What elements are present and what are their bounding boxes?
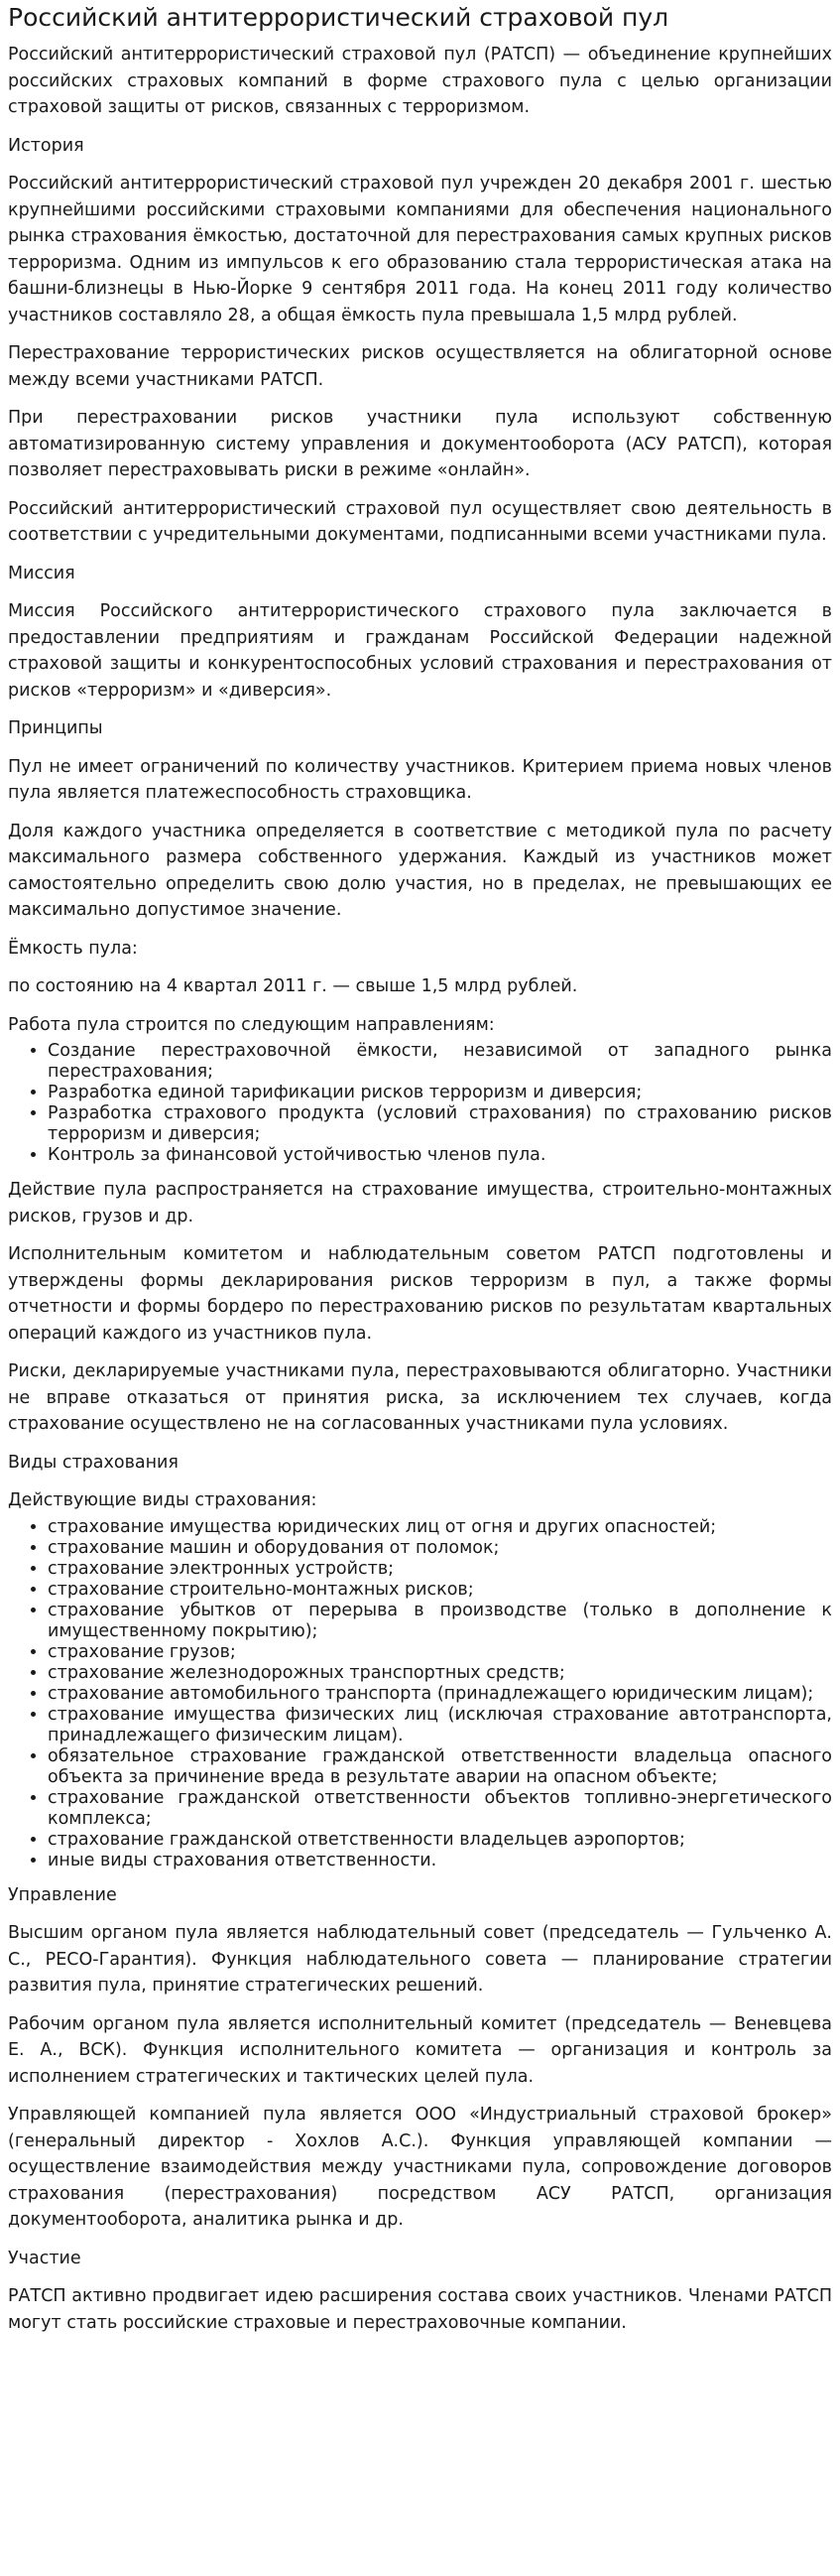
section-heading: Участие	[8, 2248, 81, 2268]
paragraph: Высшим органом пула является наблюдательный совет (председатель — Гульченко А. С., РЕСО-Гарантия). Функция наблюдательного совета — планирование стратегии развития пула, принятие стратегических решений.	[8, 1923, 832, 1996]
section-heading: Виды страхования	[8, 1452, 179, 1473]
list-item: • страхование железнодорожных транспортных средств;	[48, 1663, 832, 1684]
list-item: • иные виды страхования ответственности.	[48, 1851, 832, 1871]
section-heading: Ёмкость пула:	[8, 938, 138, 959]
paragraph: Миссия Российского антитеррористического страхового пула заключается в предоставлении предприятиям и гражданам Российской Федерации надежной страховой защиты и конкурентоспособных условий страхования и перестрахования от рисков «терроризм» и «диверсия».	[8, 601, 832, 701]
paragraph: Риски, декларируемые участниками пула, перестраховываются облигаторно. Участники не вправе отказаться от принятия риска, за исключением тех случаев, когда страхование осуществлено не на согласованных участниками пула условиях.	[8, 1361, 832, 1434]
paragraph: Управляющей компанией пула является ООО «Индустриальный страховой брокер» (генеральный директор - Хохлов А.С.). Функция управляющей компании — осуществление взаимодействия между участниками пула, сопровождение договоров страхования (перестрахования) посредством АСУ РАТСП, организация документооборота, аналитика рынка и др.	[8, 2105, 832, 2230]
list-item: • страхование гражданской ответственности объектов топливно-энергетического комплекса;	[48, 1788, 832, 1830]
list-item: • Контроль за финансовой устойчивостью членов пула.	[48, 1145, 832, 1166]
paragraph: Российский антитеррористический страховой пул учрежден 20 декабря 2001 г. шестью крупнейшими российскими страховыми компаниями для обеспечения национального рынка страхования ёмкостью, достаточной для перестрахования самых крупных рисков терроризма. Одним из импульсов к его образованию стала террористическая атака на башни-близнецы в Нью-Йорке 9 сентября 2011 года. На конец 2011 году количество участников составляло 28, а общая ёмкость пула превышала 1,5 млрд рублей.	[8, 174, 832, 325]
paragraph: При перестраховании рисков участники пула используют собственную автоматизированную систему управления и документооборота (АСУ РАТСП), которая позволяет перестраховывать риски в режиме «онлайн».	[8, 408, 832, 480]
page-title: Российский антитеррористический страховой пул	[8, 3, 669, 32]
list-item: • Разработка единой тарификации рисков терроризм и диверсия;	[48, 1083, 832, 1103]
paragraph: Российский антитеррористический страховой пул (РАТСП) — объединение крупнейших российских страховых компаний в форме страхового пула с целью организации страховой защиты от рисков, связанных с терроризмом.	[8, 45, 832, 117]
list-item: • страхование автомобильного транспорта (принадлежащего юридическим лицам);	[48, 1684, 832, 1705]
section-heading: Управление	[8, 1884, 117, 1905]
paragraph: по состоянию на 4 квартал 2011 г. — свыше 1,5 млрд рублей.	[8, 976, 578, 996]
list-item: • Создание перестраховочной ёмкости, независимой от западного рынка перестрахования;	[48, 1041, 832, 1083]
article-body	[8, 42, 832, 2336]
list-item: • страхование имущества юридических лиц от огня и других опасностей;	[48, 1517, 832, 1538]
bullet-list	[8, 1517, 832, 1871]
list-item: • Разработка страхового продукта (условий страхования) по страхованию рисков терроризм и диверсия;	[48, 1103, 832, 1145]
list-item: • страхование электронных устройств;	[48, 1559, 832, 1580]
list-item: • обязательное страхование гражданской ответственности владельца опасного объекта за причинение вреда в результате аварии на опасном объекте;	[48, 1746, 832, 1788]
section-heading: История	[8, 135, 84, 156]
paragraph: Действие пула распространяется на страхование имущества, строительно-монтажных рисков, грузов и др.	[8, 1180, 832, 1226]
paragraph: Рабочим органом пула является исполнительный комитет (председатель — Веневцева Е. А., ВСК). Функция исполнительного комитета — организация и контроль за исполнением стратегических и тактических целей пула.	[8, 2013, 832, 2087]
list-item: • страхование гражданской ответственности владельцев аэропортов;	[48, 1830, 832, 1851]
section-heading: Работа пула строится по следующим направлениям:	[8, 1014, 495, 1035]
paragraph: Российский антитеррористический страховой пул осуществляет свою деятельность в соответствии с учредительными документами, подписанными всеми участниками пула.	[8, 498, 832, 545]
paragraph: Перестрахование террористических рисков осуществляется на облигаторной основе между всеми участниками РАТСП.	[8, 343, 832, 390]
list-item: • страхование имущества физических лиц (исключая страхование автотранспорта, принадлежащего физическим лицам).	[48, 1705, 832, 1746]
paragraph: Пул не имеет ограничений по количеству участников. Критерием приема новых членов пула является платежеспособность страховщика.	[8, 756, 832, 803]
section-heading: Миссия	[8, 563, 75, 583]
bullet-list	[8, 1041, 832, 1166]
paragraph: Исполнительным комитетом и наблюдательным советом РАТСП подготовлены и утверждены формы декларирования рисков терроризм в пул, а также формы отчетности и формы бордеро по перестрахованию рисков по результатам квартальных операций каждого из участников пула.	[8, 1244, 832, 1344]
section-heading: Действующие виды страхования:	[8, 1490, 317, 1510]
list-item: • страхование строительно-монтажных рисков;	[48, 1580, 832, 1601]
list-item: • страхование машин и оборудования от поломок;	[48, 1538, 832, 1559]
paragraph: РАТСП активно продвигает идею расширения состава своих участников. Членами РАТСП могут стать российские страховые и перестраховочные компании.	[8, 2286, 832, 2333]
paragraph: Доля каждого участника определяется в соответствие с методикой пула по расчету максимального размера собственного удержания. Каждый из участников может самостоятельно определить свою долю участия, но в пределах, не превышающих ее максимально допустимое значение.	[8, 821, 832, 920]
list-item: • страхование грузов;	[48, 1642, 832, 1663]
list-item: • страхование убытков от перерыва в производстве (только в дополнение к имущественному покрытию);	[48, 1601, 832, 1642]
section-heading: Принципы	[8, 718, 103, 738]
